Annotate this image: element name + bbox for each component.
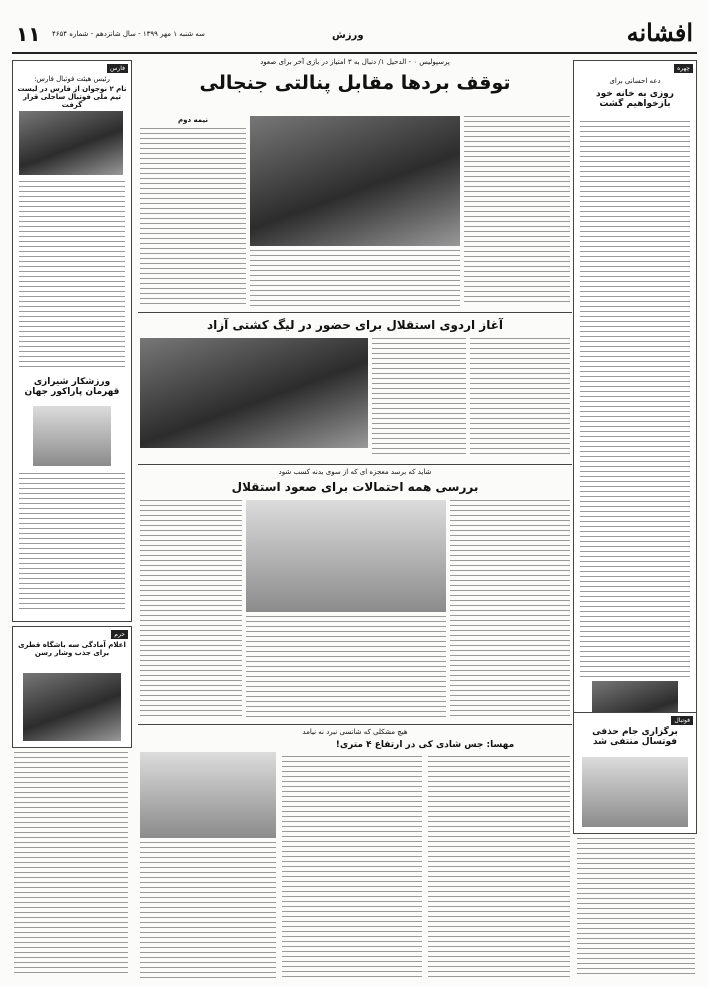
right-futsal-box <box>573 712 697 834</box>
divider <box>138 724 572 725</box>
left-story1-headline: نام ۲ نوجوان از فارس در لیست تیم ملی فوتبال ساحلی قرار گرفت <box>17 85 127 109</box>
esteghlal-col-3 <box>246 616 446 720</box>
beach-soccer-photo <box>19 111 123 175</box>
page-number: ۱۱ <box>16 22 41 46</box>
esteghlal-kicker: شاید که برسد معجزه ای که از سوی بدنه کسب شود <box>278 468 432 476</box>
right-tag-face: چهره <box>674 64 693 73</box>
main-col-3 <box>250 250 460 306</box>
divider <box>138 312 572 313</box>
wrestling-headline: آغاز اردوی استقلال برای حضور در لیگ کشتی آزاد <box>206 318 504 332</box>
dateline: سه شنبه ۱ مهر ۱۳۹۹ - سال شانزدهم - شماره ۴۶۵۴ <box>52 30 205 38</box>
main-football-photo <box>250 116 460 246</box>
left-column <box>12 60 132 622</box>
parkour-photo <box>33 406 111 466</box>
right-story1-headline: روزی به خانه خود بازخواهیم گشت <box>596 89 674 109</box>
esteghlal-col-2 <box>140 500 242 720</box>
wrestling-col-2 <box>470 338 570 458</box>
left-tag-haram: حرم <box>111 630 128 639</box>
athletics-col-2 <box>428 756 570 978</box>
wrestling-photo <box>140 338 368 448</box>
right-tag-futsal: فوتبال <box>671 716 693 725</box>
main-col-2 <box>140 128 246 306</box>
esteghlal-headline: بررسی همه احتمالات برای صعود استقلال <box>231 480 479 494</box>
player-qatar-photo <box>23 673 121 741</box>
left-bottom-text <box>14 752 128 977</box>
main-subhead: نیمه دوم <box>178 116 208 124</box>
left-story2-body <box>19 473 125 613</box>
right-column <box>573 60 697 732</box>
main-kicker: پرسپولیس ۰ - الدحیل ۱/ دنبال به ۳ امتیاز در بازی آخر برای صعود <box>260 58 450 66</box>
left-qatar-box <box>12 626 132 748</box>
section-title: ورزش <box>332 30 364 41</box>
right-bottom-text <box>577 838 695 978</box>
main-col-1 <box>464 116 570 306</box>
left-story1-body <box>19 181 125 371</box>
right-story1-kicker: دعه احسانی برای <box>609 77 661 85</box>
esteghlal-col-1 <box>450 500 570 720</box>
futsal-photo <box>582 757 688 827</box>
pole-vault-photo <box>140 752 276 838</box>
athletics-kicker: هیچ مشکلی که شانسی نبرد نه نیامد <box>302 728 408 736</box>
wrestling-col-1 <box>372 338 466 458</box>
athletics-col-1 <box>282 756 422 978</box>
divider <box>138 464 572 465</box>
left-story1-kicker: رئیس هیئت فوتبال فارس: <box>34 75 110 83</box>
main-headline: توقف بردها مقابل پنالتی جنجالی <box>199 72 511 94</box>
page-header <box>12 18 697 54</box>
esteghlal-players-photo <box>246 500 446 612</box>
right-story2-headline: برگزاری جام حذفی فوتسال منتفی شد <box>592 727 678 747</box>
newspaper-logo: افشانه <box>626 18 693 47</box>
left-story3-headline: اعلام آمادگی سه باشگاه قطری برای جذب وشار رسن <box>18 641 126 657</box>
right-story1-body <box>580 121 690 681</box>
athletics-col-3 <box>140 842 276 978</box>
left-tag-fars: فارس <box>107 64 128 73</box>
athletics-headline: مهسا: جس شادی کی در ارتفاع ۴ متری! <box>335 740 515 750</box>
left-story2-headline: ورزشکار شیرازی قهرمان پاراکور جهان <box>24 377 120 397</box>
